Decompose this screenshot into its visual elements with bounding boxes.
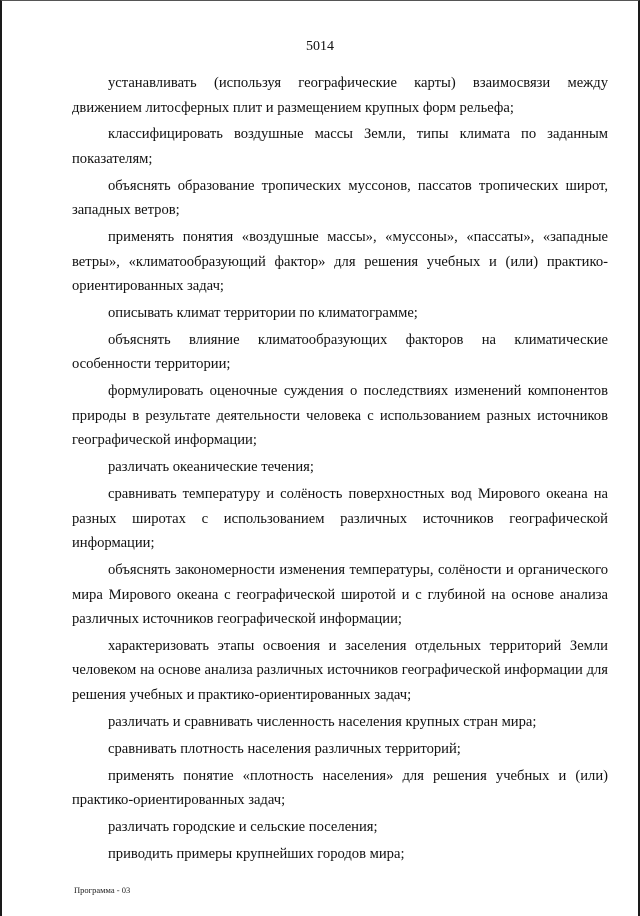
body-text <box>72 71 608 869</box>
paragraph: устанавливать (используя географические карты) взаимосвязи между движением литосферных плит и размещением крупных форм рельефа; <box>72 75 608 116</box>
paragraph: различать океанические течения; <box>108 459 314 476</box>
paragraph: объяснять закономерности изменения температуры, солёности и органического мира Мирового океана с географической широтой и с глубиной на основе анализа различных источников географической информации; <box>72 562 608 628</box>
paragraph: различать и сравнивать численность населения крупных стран мира; <box>108 713 537 730</box>
paragraph: применять понятия «воздушные массы», «муссоны», «пассаты», «западные ветры», «климатообразующий фактор» для решения учебных и (или) практико-ориентированных задач; <box>72 229 608 295</box>
paragraph: объяснять влияние климатообразующих факторов на климатические особенности территории; <box>72 331 608 373</box>
paragraph: характеризовать этапы освоения и заселения отдельных территорий Земли человеком на основе анализа различных источников географической информации для решения учебных и практико-ориентированных задач; <box>72 637 608 703</box>
paragraph: применять понятие «плотность населения» для решения учебных и (или) практико-ориентированных задач; <box>72 767 608 809</box>
paragraph: сравнивать плотность населения различных территорий; <box>108 740 461 757</box>
paragraph: формулировать оценочные суждения о последствиях изменений компонентов природы в результате деятельности человека с использованием разных источников географической информации; <box>72 383 608 449</box>
paragraph: приводить примеры крупнейших городов мира; <box>108 845 405 862</box>
footer-label: Программа - 03 <box>74 885 131 895</box>
paragraph: классифицировать воздушные массы Земли, типы климата по заданным показателям; <box>72 126 608 167</box>
paragraph: сравнивать температуру и солёность поверхностных вод Мирового океана на разных широтах с использованием различных источников географической информации; <box>72 486 608 552</box>
page-number: 5014 <box>306 39 334 54</box>
paragraph: различать городские и сельские поселения; <box>108 818 378 835</box>
paragraph: объяснять образование тропических муссонов, пассатов тропических широт, западных ветров; <box>72 177 608 219</box>
paragraph: описывать климат территории по климатограмме; <box>108 305 418 322</box>
